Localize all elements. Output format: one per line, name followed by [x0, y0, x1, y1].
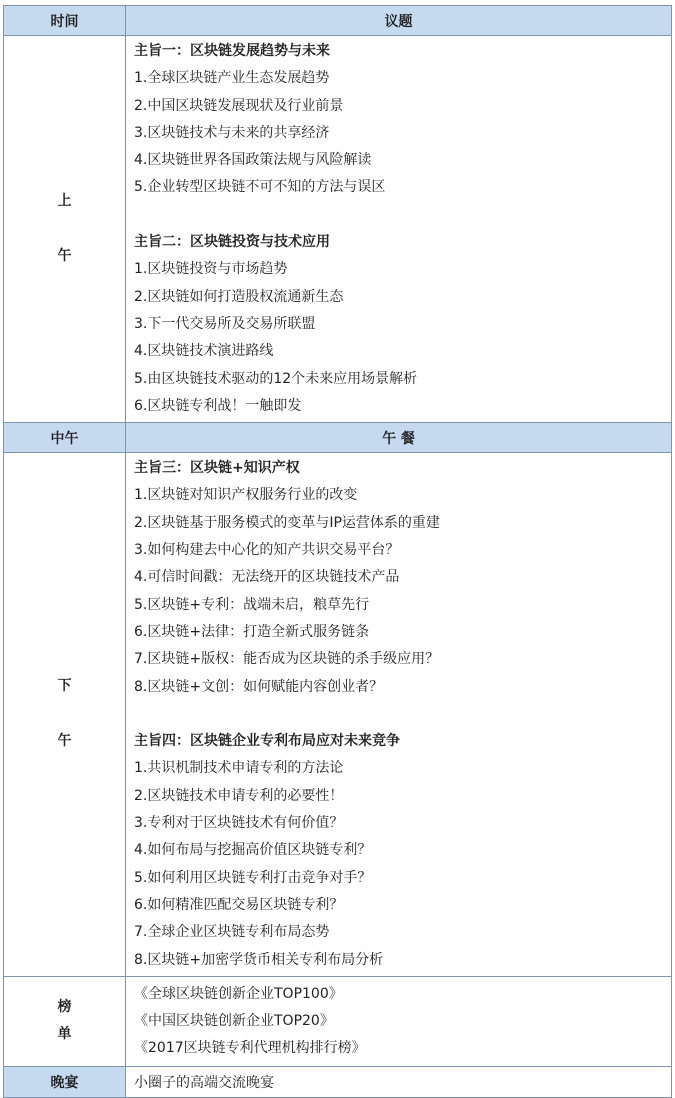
agenda-item: 3.专利对于区块链技术有何价值？	[134, 815, 344, 832]
agenda-item: 2.中国区块链发展现状及行业前景	[134, 97, 344, 114]
dinner-label: 晚宴	[4, 1066, 126, 1097]
agenda-item: 6.区块链+法律：打造全新式服务链条	[134, 623, 370, 640]
agenda-item: 5.企业转型区块链不可不知的方法与误区	[134, 179, 386, 196]
agenda-item: 6.区块链专利战！一触即发	[134, 397, 302, 414]
agenda-item: 4.区块链世界各国政策法规与风险解读	[134, 152, 372, 169]
spacer	[134, 701, 671, 728]
theme-title: 主旨一：区块链发展趋势与未来	[134, 43, 330, 59]
spacer	[134, 202, 671, 229]
list-content	[126, 976, 672, 1066]
agenda-item: 8.区块链+文创：如何赋能内容创业者？	[134, 678, 384, 695]
agenda-item: 1.共识机制技术申请专利的方法论	[134, 760, 344, 777]
afternoon-content	[126, 453, 672, 977]
ranking-item: 《2017区块链专利代理机构排行榜》	[134, 1039, 366, 1056]
ranking-item: 《中国区块链创新企业TOP20》	[134, 1012, 334, 1029]
afternoon-label: 下 午	[4, 453, 126, 977]
header-topic: 议题	[126, 6, 672, 36]
list-label: 榜 单	[4, 976, 126, 1066]
header-row	[4, 6, 672, 36]
agenda-item: 2.区块链如何打造股权流通新生态	[134, 288, 344, 305]
afternoon-row	[4, 453, 672, 977]
agenda-table	[3, 5, 672, 1098]
agenda-item: 4.如何布局与挖掘高价值区块链专利？	[134, 842, 372, 859]
agenda-item: 3.区块链技术与未来的共享经济	[134, 124, 330, 141]
agenda-item: 2.区块链基于服务模式的变革与IP运营体系的重建	[134, 514, 440, 531]
agenda-item: 8.区块链+加密学货币相关专利布局分析	[134, 951, 384, 968]
dinner-content: 小圈子的高端交流晚宴	[126, 1066, 672, 1097]
theme-title: 主旨四：区块链企业专利布局应对未来竞争	[134, 733, 400, 750]
noon-label: 中午	[4, 423, 126, 453]
agenda-item: 5.如何利用区块链专利打击竞争对手？	[134, 869, 372, 886]
agenda-item: 4.区块链技术演进路线	[134, 343, 274, 360]
agenda-item: 3.如何构建去中心化的知产共识交易平台？	[134, 542, 400, 559]
theme-title: 主旨三：区块链+知识产权	[134, 460, 300, 477]
agenda-item: 1.全球区块链产业生态发展趋势	[134, 70, 330, 87]
agenda-item: 7.全球企业区块链专利布局态势	[134, 924, 330, 941]
morning-row	[4, 36, 672, 423]
agenda-item: 1.区块链对知识产权服务行业的改变	[134, 487, 358, 504]
morning-label: 上 午	[4, 36, 126, 423]
agenda-item: 5.由区块链技术驱动的12个未来应用场景解析	[134, 370, 418, 387]
agenda-item: 7.区块链+版权：能否成为区块链的杀手级应用？	[134, 651, 440, 668]
noon-content: 午 餐	[126, 423, 672, 453]
list-row	[4, 976, 672, 1066]
theme-title: 主旨二：区块链投资与技术应用	[134, 234, 330, 251]
ranking-item: 《全球区块链创新企业TOP100》	[134, 985, 343, 1002]
agenda-item: 2.区块链技术申请专利的必要性！	[134, 787, 344, 804]
agenda-item: 3.下一代交易所及交易所联盟	[134, 315, 316, 332]
agenda-item: 6.如何精准匹配交易区块链专利？	[134, 896, 344, 913]
agenda-item: 1.区块链投资与市场趋势	[134, 261, 288, 278]
agenda-item: 5.区块链+专利：战端未启，粮草先行	[134, 596, 370, 613]
agenda-item: 4.可信时间戳：无法绕开的区块链技术产品	[134, 569, 400, 586]
noon-row	[4, 423, 672, 453]
header-time: 时间	[4, 6, 126, 36]
morning-content	[126, 36, 672, 423]
dinner-row	[4, 1066, 672, 1097]
